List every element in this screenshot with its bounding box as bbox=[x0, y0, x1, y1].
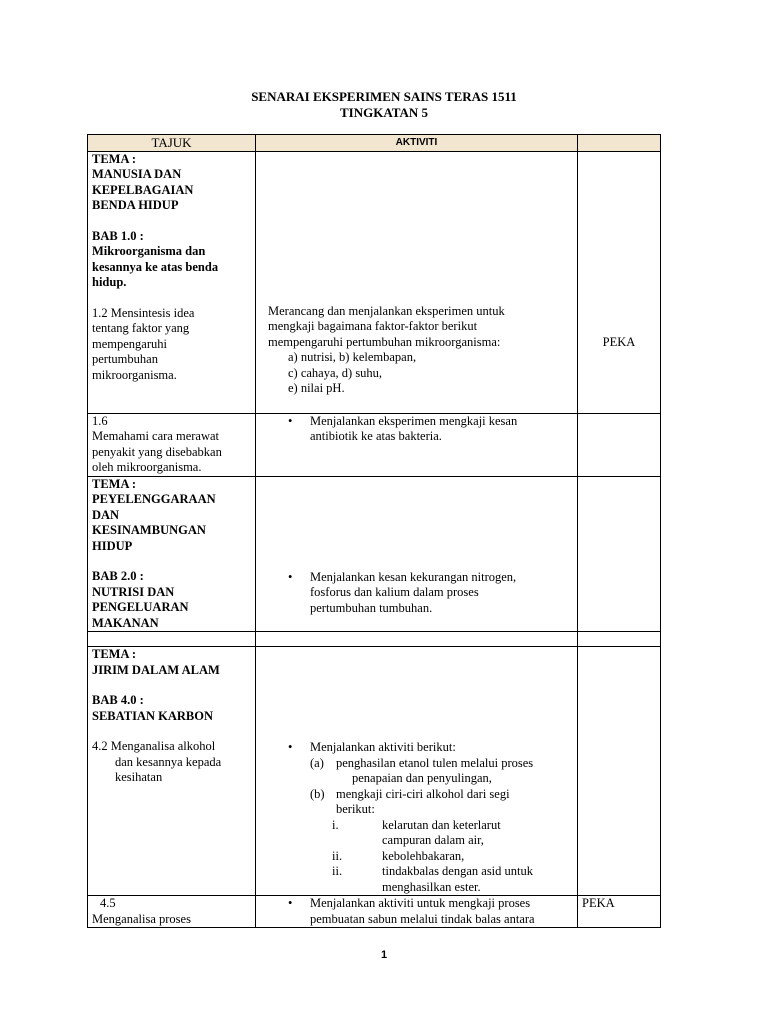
header-tajuk: TAJUK bbox=[88, 135, 256, 152]
subtopic-line: kesihatan bbox=[115, 770, 163, 784]
bab-line: Mikroorganisma dan bbox=[92, 244, 206, 258]
tema-label: TEMA : bbox=[92, 647, 137, 661]
aktiviti-cell bbox=[256, 476, 578, 632]
table-header-row bbox=[88, 135, 661, 152]
table-row bbox=[88, 896, 661, 928]
sub-item-i: i. kelarutan dan keterlarut campuran dalam air, bbox=[332, 817, 501, 847]
sub-item-a: (a) penghasilan etanol tulen melalui proses penapaian dan penyulingan, bbox=[310, 755, 534, 785]
subtopic-line: Memahami cara merawat bbox=[92, 429, 220, 443]
list-item: • Menjalankan aktiviti untuk mengkaji proses pembuatan sabun melalui tindak balas antara bbox=[310, 896, 573, 927]
tema-line: KEPELBAGAIAN bbox=[92, 182, 194, 197]
activity-line: Merancang dan menjalankan eksperimen untuk bbox=[268, 303, 505, 318]
sub-item-b: (b) mengkaji ciri-ciri alkohol dari segi berikut: bbox=[310, 786, 510, 816]
bab-label: BAB 2.0 : bbox=[92, 569, 144, 583]
tajuk-cell bbox=[88, 413, 256, 476]
bab-line: NUTRISI DAN bbox=[92, 584, 175, 599]
activity-line: mempengaruhi pertumbuhan mikroorganisma: bbox=[268, 334, 501, 349]
subtopic-line: 1.2 Mensintesis idea bbox=[92, 305, 195, 320]
tajuk-cell bbox=[88, 896, 256, 928]
bab-label: BAB 4.0 : bbox=[92, 693, 144, 707]
bab-label: BAB 1.0 : bbox=[92, 228, 144, 243]
activity-line: mengkaji bagaimana faktor-faktor berikut bbox=[268, 319, 478, 333]
activity-list bbox=[260, 570, 573, 617]
subtopic-line: pertumbuhan bbox=[92, 352, 158, 366]
tema-line: HIDUP bbox=[92, 538, 133, 553]
table-row bbox=[88, 647, 661, 896]
bab-line: PENGELUARAN bbox=[92, 600, 189, 614]
activity-list bbox=[260, 414, 573, 445]
activity-line: e) nilai pH. bbox=[288, 381, 345, 395]
activity-list bbox=[260, 896, 573, 927]
peka-cell bbox=[578, 476, 661, 632]
subtopic-line: Menganalisa proses bbox=[92, 911, 191, 926]
aktiviti-cell bbox=[256, 151, 578, 413]
tema-label: TEMA : bbox=[92, 151, 137, 166]
table-row bbox=[88, 632, 661, 647]
document-title: SENARAI EKSPERIMEN SAINS TERAS 1511 bbox=[251, 89, 517, 104]
activity-list bbox=[260, 740, 573, 756]
aktiviti-cell bbox=[256, 413, 578, 476]
subtopic-line: 4.2 Menganalisa alkohol bbox=[92, 739, 216, 753]
list-item: • Menjalankan eksperimen mengkaji kesan antibiotik ke atas bakteria. bbox=[310, 414, 573, 445]
table-row bbox=[88, 413, 661, 476]
tema-line: JIRIM DALAM ALAM bbox=[92, 662, 220, 677]
bab-line: SEBATIAN KARBON bbox=[92, 708, 213, 723]
tema-line: KESINAMBUNGAN bbox=[92, 523, 206, 537]
aktiviti-cell bbox=[256, 896, 578, 928]
experiment-table bbox=[87, 134, 661, 928]
sub-item-ii: ii. kebolehbakaran, bbox=[332, 848, 465, 863]
tajuk-cell bbox=[88, 476, 256, 632]
header-col3 bbox=[578, 135, 661, 152]
page-number: 1 bbox=[380, 949, 388, 961]
tajuk-cell bbox=[88, 647, 256, 896]
tema-line: PEYELENGGARAAN bbox=[92, 492, 216, 506]
subtopic-line: tentang faktor yang bbox=[92, 321, 190, 335]
peka-cell bbox=[578, 647, 661, 896]
tema-label: TEMA : bbox=[92, 476, 137, 491]
header-aktiviti: AKTIVITI bbox=[256, 135, 578, 152]
aktiviti-cell bbox=[256, 647, 578, 896]
tema-line: DAN bbox=[92, 507, 120, 522]
peka-cell bbox=[578, 413, 661, 476]
tema-line: BENDA HIDUP bbox=[92, 198, 179, 212]
table-row bbox=[88, 151, 661, 413]
subtopic-line: mempengaruhi bbox=[92, 336, 167, 351]
sub-item-iii: ii. tindakbalas dengan asid untuk menghasilkan ester. bbox=[332, 864, 534, 894]
peka-label: PEKA bbox=[602, 334, 636, 349]
subtopic-line: oleh mikroorganisma. bbox=[92, 460, 202, 474]
peka-label: PEKA bbox=[582, 896, 615, 910]
activity-line: c) cahaya, d) suhu, bbox=[288, 365, 383, 380]
bab-line: kesannya ke atas benda bbox=[92, 259, 219, 274]
subtopic-line: dan kesannya kepada bbox=[115, 754, 222, 769]
bab-line: MAKANAN bbox=[92, 615, 159, 630]
list-item: • Menjalankan kesan kekurangan nitrogen, fosforus dan kalium dalam proses pertumbuhan tumbuhan. bbox=[310, 570, 573, 617]
tema-line: MANUSIA DAN bbox=[92, 167, 182, 181]
subtopic-line: 1.6 bbox=[92, 413, 108, 428]
subtopic-line: penyakit yang disebabkan bbox=[92, 444, 222, 459]
subtopic-line: 4.5 bbox=[100, 896, 116, 910]
activity-line: a) nutrisi, b) kelembapan, bbox=[288, 350, 417, 364]
peka-cell bbox=[578, 151, 661, 413]
subtopic-line: mikroorganisma. bbox=[92, 367, 177, 382]
bab-line: hidup. bbox=[92, 275, 127, 289]
list-item: • Menjalankan aktiviti berikut: bbox=[310, 740, 573, 756]
tajuk-cell bbox=[88, 151, 256, 413]
table-row bbox=[88, 476, 661, 632]
document-subtitle: TINGKATAN 5 bbox=[340, 105, 428, 120]
peka-cell bbox=[578, 896, 661, 928]
